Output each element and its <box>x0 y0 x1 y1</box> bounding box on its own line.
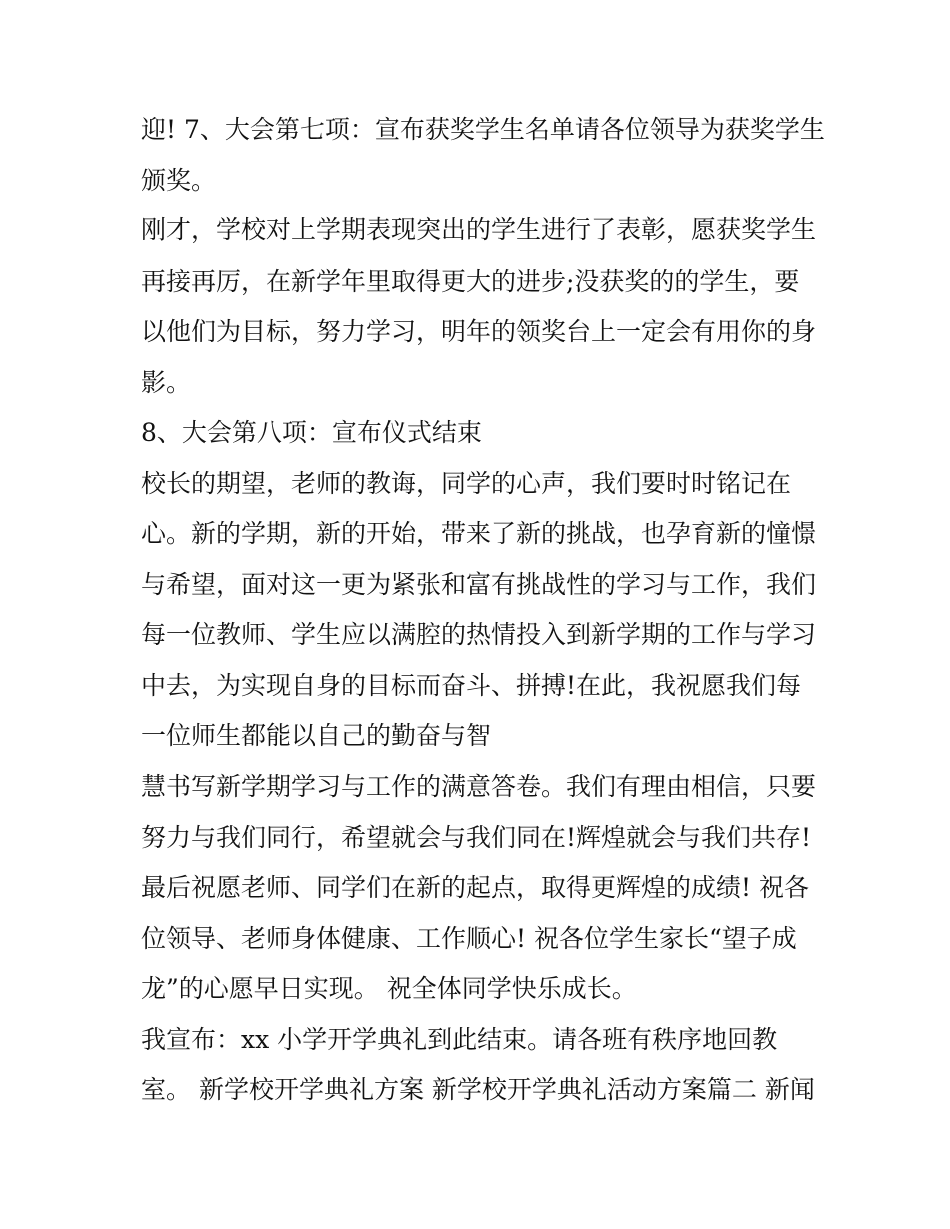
text-line-1: 迎! 7、大会第七项：宣布获奖学生名单请各位领导为获奖学生 <box>141 115 825 144</box>
text-line-20: 室。 新学校开学典礼方案 新学校开学典礼活动方案篇二 新闻 <box>141 1075 815 1104</box>
text-line-13: 一位师生都能以自己的勤奋与智 <box>141 721 492 750</box>
text-line-7: 8、大会第八项：宣布仪式结束 <box>141 418 482 447</box>
text-line-17: 位领导、老师身体健康、工作顺心! 祝各位学生家长“望子成 <box>141 924 797 953</box>
text-line-3: 刚才，学校对上学期表现突出的学生进行了表彰，愿获奖学生 <box>141 215 817 244</box>
text-line-11: 每一位教师、学生应以满腔的热情投入到新学期的工作与学习 <box>141 620 817 649</box>
text-line-16: 最后祝愿老师、同学们在新的起点，取得更辉煌的成绩! 祝各 <box>141 873 809 902</box>
text-line-10: 与希望，面对这一更为紧张和富有挑战性的学习与工作，我们 <box>141 570 817 599</box>
text-line-9: 心。新的学期，新的开始，带来了新的挑战，也孕育新的憧憬 <box>141 519 817 548</box>
text-line-4: 再接再厉，在新学年里取得更大的进步;没获奖的的学生，要 <box>141 267 800 296</box>
text-line-19: 我宣布：xx 小学开学典礼到此结束。请各班有秩序地回教 <box>141 1025 778 1054</box>
text-line-8: 校长的期望，老师的教诲，同学的心声，我们要时时铭记在 <box>141 469 792 498</box>
text-line-15: 努力与我们同行，希望就会与我们同在!辉煌就会与我们共存! <box>141 823 812 852</box>
text-line-6: 影。 <box>141 368 192 397</box>
text-line-2: 颁奖。 <box>141 166 217 195</box>
text-line-12: 中去，为实现自身的目标而奋斗、拼搏!在此，我祝愿我们每 <box>141 671 802 700</box>
text-line-14: 慧书写新学期学习与工作的满意答卷。我们有理由相信，只要 <box>141 772 817 801</box>
text-line-18: 龙”的心愿早日实现。 祝全体同学快乐成长。 <box>141 974 637 1003</box>
text-line-5: 以他们为目标，努力学习，明年的领奖台上一定会有用你的身 <box>141 317 817 346</box>
